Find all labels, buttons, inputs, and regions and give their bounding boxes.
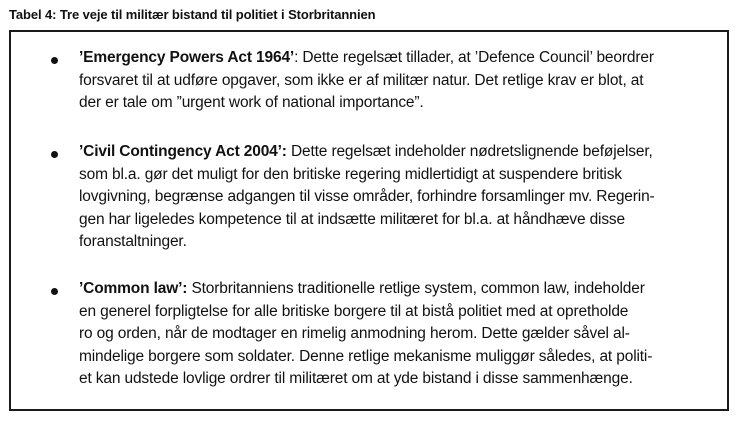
bullet-icon — [51, 151, 58, 158]
text-line — [79, 141, 719, 164]
text-line: der er tale om ”urgent work of national importance”. — [79, 94, 424, 111]
text-line: forsvaret til at udføre opgaver, som ikke er af militær natur. Det retlige krav er blot, at — [79, 71, 644, 89]
text-line: en generel forpligtelse for alle britiske borgere til at bistå politiet med at opretholde — [79, 302, 629, 320]
bullet-icon — [51, 57, 58, 64]
text-line — [79, 47, 719, 70]
item-text-inline: Dette regelsæt indeholder nødretslignende beføjelser, — [286, 143, 653, 160]
text-line: mindelige borgere som soldater. Denne retlige mekanisme muliggør således, at politi- — [79, 347, 653, 365]
item-text-inline: Storbritanniens traditionelle retlige system, common law, indeholder — [187, 280, 645, 297]
item-text-inline: : Dette regelsæt tillader, at ’Defence Council’ beordrer — [294, 49, 654, 66]
list-item-text — [79, 47, 719, 115]
content-box — [9, 30, 729, 411]
item-heading: ’Common law’: — [79, 280, 188, 297]
item-heading: ’Emergency Powers Act 1964’ — [79, 49, 295, 66]
list-item-text — [79, 141, 719, 254]
text-line: foranstaltninger. — [79, 233, 187, 250]
text-line: gen har ligeledes kompetence til at indsætte militæret for bl.a. at håndhæve disse — [79, 210, 626, 228]
text-line: et kan udstede lovlige ordrer til militæret om at yde bistand i disse sammenhænge. — [79, 370, 633, 387]
table-caption: Tabel 4: Tre veje til militær bistand til politiet i Storbritannien — [9, 7, 376, 22]
bullet-icon — [51, 288, 58, 295]
text-line — [79, 278, 719, 301]
text-line: lovgivning, begrænse adgangen til visse områder, forhindre forsamlinger mv. Regerin- — [79, 188, 655, 205]
item-heading: ’Civil Contingency Act 2004’: — [79, 143, 287, 160]
text-line: som bl.a. gør det muligt for den britiske regering midlertidigt at suspendere britisk — [79, 165, 622, 183]
list-item-text — [79, 278, 719, 391]
text-line: ro og orden, når de modtager en rimelig anmodning herom. Dette gælder såvel al- — [79, 325, 630, 342]
